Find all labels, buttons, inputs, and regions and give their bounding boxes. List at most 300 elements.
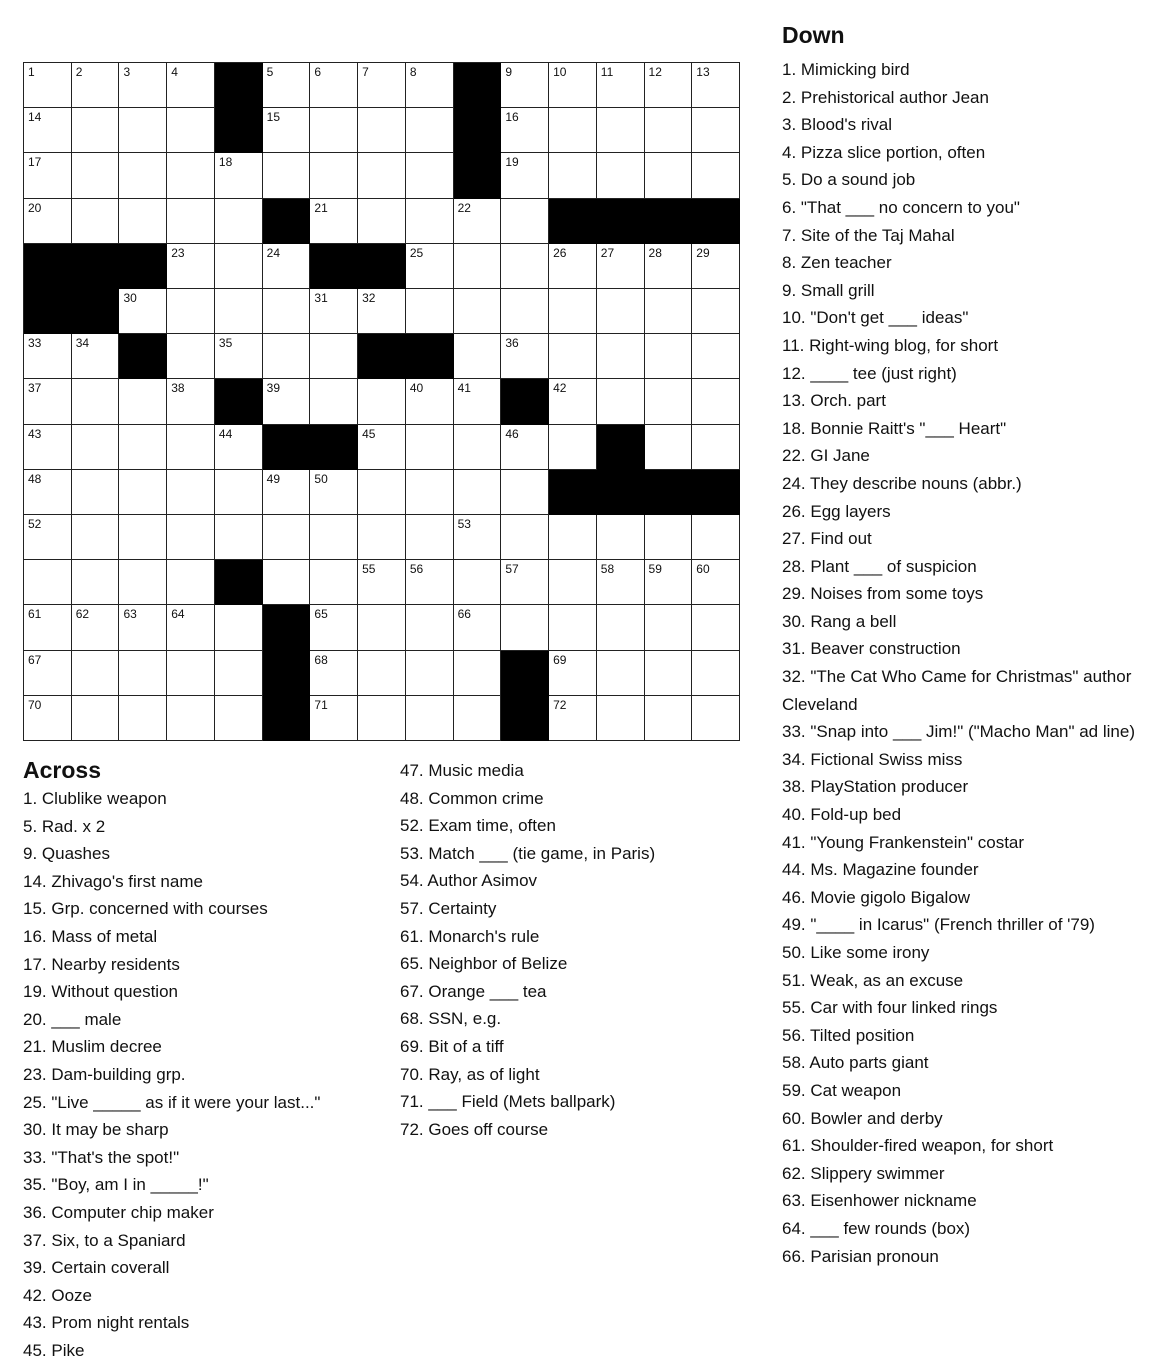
clue-number: 19: [505, 155, 519, 170]
grid-cell[interactable]: [72, 199, 120, 244]
clue-item: 29. Noises from some toys: [782, 584, 984, 604]
grid-cell[interactable]: [549, 334, 597, 379]
grid-cell[interactable]: [310, 334, 358, 379]
grid-cell[interactable]: [692, 379, 740, 424]
grid-cell[interactable]: [167, 199, 215, 244]
clue-item: 4. Pizza slice portion, often: [782, 142, 986, 162]
clue-number: 58: [600, 562, 615, 577]
clue-item: 26. Egg layers: [782, 501, 891, 521]
grid-cell[interactable]: [597, 560, 645, 605]
clue-item: 48. Common crime: [400, 788, 544, 808]
clue-item: 69. Bit of a tiff: [400, 1036, 504, 1056]
black-square: [501, 696, 549, 741]
clue-item: 35. "Boy, am I in _____!": [23, 1175, 209, 1195]
black-square: [597, 470, 645, 515]
grid-cell[interactable]: [310, 153, 358, 198]
black-square: [692, 470, 740, 515]
clue-item: 44. Ms. Magazine founder: [782, 860, 979, 880]
grid-cell[interactable]: [310, 470, 358, 515]
grid-cell[interactable]: [119, 696, 167, 741]
grid-cell[interactable]: [24, 153, 72, 198]
black-square: [358, 244, 406, 289]
clue-number: 68: [314, 652, 328, 667]
grid-cell[interactable]: [645, 334, 693, 379]
grid-cell[interactable]: [645, 651, 693, 696]
crossword-grid: [23, 62, 740, 741]
clue-number: 59: [648, 562, 662, 577]
clue-number: 35: [218, 336, 233, 351]
grid-cell[interactable]: [454, 244, 502, 289]
grid-cell[interactable]: [167, 605, 215, 650]
grid-cell[interactable]: [597, 63, 645, 108]
grid-cell[interactable]: [72, 651, 120, 696]
grid-cell[interactable]: [549, 244, 597, 289]
grid-cell[interactable]: [358, 560, 406, 605]
grid-cell[interactable]: [215, 470, 263, 515]
grid-cell[interactable]: [406, 199, 454, 244]
grid-cell[interactable]: [692, 289, 740, 334]
grid-cell[interactable]: [454, 651, 502, 696]
grid-cell[interactable]: [501, 605, 549, 650]
clue-item: 27. Find out: [782, 529, 872, 549]
grid-cell[interactable]: [454, 470, 502, 515]
grid-cell[interactable]: [215, 153, 263, 198]
grid-cell[interactable]: [24, 108, 72, 153]
grid-cell[interactable]: [454, 425, 502, 470]
clue-item: 23. Dam-building grp.: [23, 1064, 186, 1084]
grid-cell[interactable]: [24, 515, 72, 560]
grid-cell[interactable]: [645, 696, 693, 741]
grid-cell[interactable]: [72, 108, 120, 153]
grid-cell[interactable]: [597, 379, 645, 424]
clue-item: 33. "Snap into ___ Jim!" ("Macho Man" ad line): [782, 722, 1135, 742]
clue-number: 29: [696, 245, 710, 260]
grid-cell[interactable]: [119, 289, 167, 334]
black-square: [597, 199, 645, 244]
grid-cell[interactable]: [692, 560, 740, 605]
grid-cell[interactable]: [119, 108, 167, 153]
clue-number: 9: [505, 65, 513, 79]
grid-cell[interactable]: [263, 515, 311, 560]
clue-number: 22: [457, 200, 471, 215]
clue-number: 17: [28, 155, 42, 170]
clue-number: 13: [696, 65, 710, 79]
grid-cell[interactable]: [645, 63, 693, 108]
black-square: [215, 108, 263, 153]
grid-cell[interactable]: [645, 289, 693, 334]
grid-cell[interactable]: [24, 651, 72, 696]
clue-number: 3: [123, 65, 131, 79]
black-square: [215, 379, 263, 424]
clue-item: 7. Site of the Taj Mahal: [782, 225, 955, 245]
grid-cell[interactable]: [692, 108, 740, 153]
grid-cell[interactable]: [72, 696, 120, 741]
grid-cell[interactable]: [119, 470, 167, 515]
grid-cell[interactable]: [310, 379, 358, 424]
grid-cell[interactable]: [119, 651, 167, 696]
clue-item: 71. ___ Field (Mets ballpark): [400, 1092, 616, 1112]
clue-number: 36: [505, 336, 519, 351]
grid-cell[interactable]: [310, 651, 358, 696]
grid-cell[interactable]: [406, 605, 454, 650]
grid-cell[interactable]: [167, 379, 215, 424]
grid-cell[interactable]: [692, 63, 740, 108]
grid-cell[interactable]: [24, 334, 72, 379]
grid-cell[interactable]: [549, 289, 597, 334]
grid-cell[interactable]: [406, 108, 454, 153]
grid-cell[interactable]: [454, 199, 502, 244]
grid-cell[interactable]: [358, 63, 406, 108]
black-square: [119, 334, 167, 379]
grid-cell[interactable]: [72, 605, 120, 650]
grid-cell[interactable]: [549, 153, 597, 198]
grid-cell[interactable]: [454, 696, 502, 741]
clue-item: 39. Certain coverall: [23, 1258, 170, 1278]
grid-cell[interactable]: [167, 289, 215, 334]
grid-cell[interactable]: [24, 470, 72, 515]
black-square: [263, 605, 311, 650]
grid-cell[interactable]: [263, 334, 311, 379]
grid-cell[interactable]: [358, 515, 406, 560]
clue-number: 63: [123, 607, 137, 622]
clue-item: 60. Bowler and derby: [782, 1108, 943, 1128]
black-square: [72, 244, 120, 289]
grid-cell[interactable]: [645, 244, 693, 289]
across-heading: Across: [23, 757, 101, 783]
clue-number: 40: [409, 381, 424, 396]
grid-cell[interactable]: [72, 515, 120, 560]
clue-number: 2: [75, 65, 83, 79]
grid-cell[interactable]: [24, 560, 72, 605]
grid-cell[interactable]: [501, 334, 549, 379]
grid-cell[interactable]: [263, 108, 311, 153]
black-square: [454, 63, 502, 108]
grid-cell[interactable]: [310, 63, 358, 108]
grid-cell[interactable]: [310, 108, 358, 153]
grid-cell[interactable]: [645, 605, 693, 650]
grid-cell[interactable]: [263, 244, 311, 289]
grid-cell[interactable]: [406, 244, 454, 289]
grid-cell[interactable]: [549, 108, 597, 153]
grid-cell[interactable]: [645, 379, 693, 424]
grid-cell[interactable]: [549, 425, 597, 470]
grid-cell[interactable]: [167, 63, 215, 108]
grid-cell[interactable]: [263, 153, 311, 198]
black-square: [549, 470, 597, 515]
black-square: [310, 244, 358, 289]
black-square: [549, 199, 597, 244]
clue-item: 56. Tilted position: [782, 1025, 915, 1045]
clue-item: 16. Mass of metal: [23, 926, 158, 946]
clue-item: 36. Computer chip maker: [23, 1202, 214, 1222]
grid-cell[interactable]: [215, 651, 263, 696]
grid-cell[interactable]: [692, 244, 740, 289]
grid-cell[interactable]: [167, 244, 215, 289]
clue-number: 39: [266, 381, 281, 396]
grid-cell[interactable]: [358, 153, 406, 198]
grid-cell[interactable]: [72, 334, 120, 379]
clue-item: 25. "Live _____ as if it were your last...": [23, 1092, 321, 1112]
grid-cell[interactable]: [501, 515, 549, 560]
clue-number: 55: [362, 562, 376, 577]
grid-cell[interactable]: [119, 605, 167, 650]
grid-cell[interactable]: [597, 289, 645, 334]
grid-cell[interactable]: [119, 199, 167, 244]
grid-cell[interactable]: [72, 379, 120, 424]
clue-number: 61: [28, 607, 42, 622]
clue-item: 46. Movie gigolo Bigalow: [782, 887, 971, 907]
black-square: [358, 334, 406, 379]
clue-number: 7: [362, 65, 369, 79]
grid-cell[interactable]: [692, 651, 740, 696]
clue-item: 18. Bonnie Raitt's "___ Heart": [782, 418, 1007, 438]
grid-cell[interactable]: [406, 651, 454, 696]
clue-item: 66. Parisian pronoun: [782, 1246, 939, 1266]
grid-cell[interactable]: [549, 560, 597, 605]
grid-cell[interactable]: [549, 379, 597, 424]
clue-number: 65: [314, 607, 328, 622]
grid-cell[interactable]: [454, 379, 502, 424]
grid-cell[interactable]: [167, 153, 215, 198]
grid-cell[interactable]: [645, 515, 693, 560]
grid-cell[interactable]: [215, 425, 263, 470]
grid-cell[interactable]: [645, 560, 693, 605]
grid-cell[interactable]: [263, 560, 311, 605]
clue-number: 70: [28, 697, 42, 712]
clue-number: 25: [409, 245, 424, 260]
grid-cell[interactable]: [501, 244, 549, 289]
grid-cell[interactable]: [501, 289, 549, 334]
grid-cell[interactable]: [406, 63, 454, 108]
grid-cell[interactable]: [167, 425, 215, 470]
grid-cell[interactable]: [119, 63, 167, 108]
black-square: [454, 153, 502, 198]
grid-cell[interactable]: [167, 515, 215, 560]
grid-cell[interactable]: [406, 515, 454, 560]
grid-cell[interactable]: [692, 696, 740, 741]
black-square: [263, 696, 311, 741]
grid-cell[interactable]: [310, 560, 358, 605]
clue-number: 11: [600, 65, 614, 79]
black-square: [597, 425, 645, 470]
grid-cell[interactable]: [692, 153, 740, 198]
grid-cell[interactable]: [549, 605, 597, 650]
clue-item: 55. Car with four linked rings: [782, 998, 998, 1018]
grid-cell[interactable]: [692, 334, 740, 379]
clue-item: 19. Without question: [23, 982, 178, 1002]
clue-item: 72. Goes off course: [400, 1119, 549, 1139]
grid-cell[interactable]: [454, 289, 502, 334]
clue-item: 50. Like some irony: [782, 943, 930, 962]
grid-cell[interactable]: [406, 560, 454, 605]
grid-cell[interactable]: [406, 289, 454, 334]
grid-cell[interactable]: [72, 470, 120, 515]
black-square: [501, 379, 549, 424]
grid-cell[interactable]: [215, 244, 263, 289]
grid-cell[interactable]: [72, 63, 120, 108]
grid-cell[interactable]: [215, 199, 263, 244]
clue-item: 34. Fictional Swiss miss: [782, 749, 963, 769]
clue-number: 50: [314, 471, 328, 486]
grid-cell[interactable]: [358, 605, 406, 650]
grid-cell[interactable]: [501, 560, 549, 605]
grid-cell[interactable]: [167, 560, 215, 605]
clue-item: 64. ___ few rounds (box): [782, 1218, 971, 1238]
black-square: [310, 425, 358, 470]
clue-item: 15. Grp. concerned with courses: [23, 899, 268, 919]
clue-item: 14. Zhivago's first name: [23, 871, 203, 891]
grid-cell[interactable]: [215, 515, 263, 560]
grid-cell[interactable]: [24, 696, 72, 741]
grid-cell[interactable]: [692, 605, 740, 650]
grid-cell[interactable]: [454, 515, 502, 560]
grid-cell[interactable]: [597, 651, 645, 696]
clue-number: 1: [28, 65, 35, 79]
clue-number: 53: [457, 517, 471, 531]
grid-cell[interactable]: [263, 289, 311, 334]
black-square: [263, 199, 311, 244]
grid-cell[interactable]: [406, 153, 454, 198]
grid-cell[interactable]: [263, 379, 311, 424]
clue-number: 8: [409, 65, 417, 79]
grid-cell[interactable]: [358, 289, 406, 334]
clue-number: 27: [600, 245, 615, 260]
grid-cell[interactable]: [501, 63, 549, 108]
grid-cell[interactable]: [119, 425, 167, 470]
grid-cell[interactable]: [454, 560, 502, 605]
grid-cell[interactable]: [24, 605, 72, 650]
clue-number: 45: [362, 426, 376, 441]
grid-cell[interactable]: [406, 696, 454, 741]
grid-cell[interactable]: [119, 153, 167, 198]
clue-item: 6. "That ___ no concern to you": [782, 197, 1020, 217]
grid-cell[interactable]: [549, 63, 597, 108]
grid-cell[interactable]: [549, 515, 597, 560]
clue-number: 71: [314, 697, 328, 712]
clue-item: 40. Fold-up bed: [782, 805, 902, 825]
grid-cell[interactable]: [167, 334, 215, 379]
grid-cell[interactable]: [310, 515, 358, 560]
grid-cell[interactable]: [358, 108, 406, 153]
black-square: [72, 289, 120, 334]
grid-cell[interactable]: [167, 108, 215, 153]
black-square: [645, 199, 693, 244]
grid-cell[interactable]: [310, 199, 358, 244]
down-heading: Down: [782, 22, 845, 48]
grid-cell[interactable]: [24, 199, 72, 244]
black-square: [692, 199, 740, 244]
grid-cell[interactable]: [358, 199, 406, 244]
grid-cell[interactable]: [119, 560, 167, 605]
black-square: [24, 244, 72, 289]
down-clues-list: [782, 56, 1147, 1270]
grid-cell[interactable]: [501, 470, 549, 515]
grid-cell[interactable]: [358, 470, 406, 515]
clue-number: 43: [28, 426, 42, 441]
grid-cell[interactable]: [358, 379, 406, 424]
clue-number: 56: [409, 562, 424, 577]
clue-number: 10: [553, 65, 567, 79]
grid-cell[interactable]: [454, 605, 502, 650]
grid-cell[interactable]: [692, 515, 740, 560]
clue-item: 45. Pike: [23, 1340, 85, 1360]
grid-cell[interactable]: [549, 696, 597, 741]
clue-number: 15: [266, 110, 281, 125]
grid-cell[interactable]: [215, 334, 263, 379]
black-square: [119, 244, 167, 289]
grid-cell[interactable]: [645, 108, 693, 153]
grid-cell[interactable]: [358, 651, 406, 696]
grid-cell[interactable]: [310, 289, 358, 334]
grid-cell[interactable]: [167, 696, 215, 741]
grid-cell[interactable]: [501, 425, 549, 470]
grid-cell[interactable]: [119, 515, 167, 560]
grid-cell[interactable]: [406, 379, 454, 424]
grid-cell[interactable]: [597, 515, 645, 560]
clue-number: 20: [28, 200, 42, 215]
grid-cell[interactable]: [597, 244, 645, 289]
grid-cell[interactable]: [645, 425, 693, 470]
clue-item: 67. Orange ___ tea: [400, 981, 547, 1001]
clue-number: 6: [314, 65, 322, 79]
grid-cell[interactable]: [597, 153, 645, 198]
grid-cell[interactable]: [454, 334, 502, 379]
clue-number: 72: [553, 697, 567, 712]
grid-cell[interactable]: [215, 696, 263, 741]
grid-cell[interactable]: [72, 153, 120, 198]
grid-cell[interactable]: [501, 153, 549, 198]
clue-number: 24: [266, 245, 281, 260]
grid-cell[interactable]: [215, 605, 263, 650]
grid-cell[interactable]: [358, 425, 406, 470]
grid-cell[interactable]: [167, 470, 215, 515]
grid-cell[interactable]: [24, 63, 72, 108]
clue-item: 41. "Young Frankenstein" costar: [782, 832, 1025, 852]
clue-item: 57. Certainty: [400, 898, 497, 918]
grid-cell[interactable]: [24, 425, 72, 470]
grid-cell[interactable]: [645, 153, 693, 198]
clue-item: 38. PlayStation producer: [782, 777, 969, 797]
clue-item: 3. Blood's rival: [782, 115, 893, 135]
grid-cell[interactable]: [597, 605, 645, 650]
grid-cell[interactable]: [406, 425, 454, 470]
grid-cell[interactable]: [597, 334, 645, 379]
grid-cell[interactable]: [119, 379, 167, 424]
grid-cell[interactable]: [24, 379, 72, 424]
clue-number: 57: [505, 562, 519, 577]
grid-cell[interactable]: [358, 696, 406, 741]
grid-cell[interactable]: [597, 108, 645, 153]
grid-cell[interactable]: [692, 425, 740, 470]
clue-number: 31: [314, 291, 328, 305]
grid-cell[interactable]: [501, 108, 549, 153]
clue-number: 67: [28, 652, 42, 667]
black-square: [645, 470, 693, 515]
grid-cell[interactable]: [263, 470, 311, 515]
grid-cell[interactable]: [310, 696, 358, 741]
clue-item: 17. Nearby residents: [23, 954, 180, 974]
grid-cell[interactable]: [215, 289, 263, 334]
grid-cell[interactable]: [310, 605, 358, 650]
grid-cell[interactable]: [72, 425, 120, 470]
grid-cell[interactable]: [406, 470, 454, 515]
grid-cell[interactable]: [501, 199, 549, 244]
grid-cell[interactable]: [263, 63, 311, 108]
grid-cell[interactable]: [72, 560, 120, 605]
grid-cell[interactable]: [597, 696, 645, 741]
grid-cell[interactable]: [549, 651, 597, 696]
grid-cell[interactable]: [167, 651, 215, 696]
